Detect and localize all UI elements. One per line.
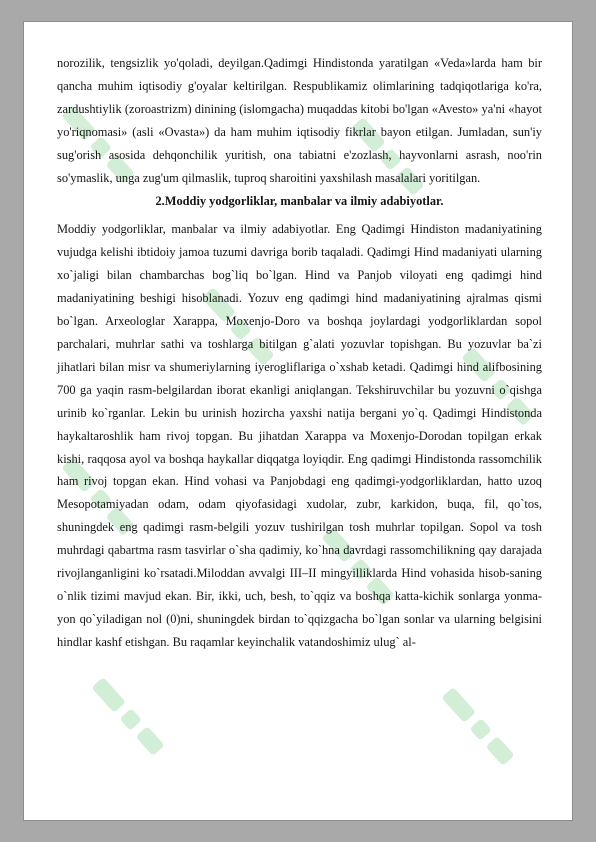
paragraph: norozilik, tengsizlik yo'qoladi, deyilgan.Qadimgi Hindistonda yaratilgan «Veda»larda ham bir qancha muhim iqtisodiy g'oyalar keltirilgan. Respublikamiz olimlarining tadqiqotlariga ko'ra, zardushtiylik (zoroastrizm) dinining (islomgacha) muqaddas kitobi bo'lgan «Avesto» ya'ni «hayot yo'riqnomasi» (asli «Ovasta») da ham muhim iqtisodiy fikrlar bayon etilgan. Jumladan, sun'iy sug'orish asosida dehqonchilik yuritish, ona tabiatni e'zozlash, hayvonlarni asrash, noo'rin so'ymaslik, unga zug'um qilmaslik, tuproq sharoitini yaxshilash masalalari yoritilgan.	[57, 56, 542, 185]
document-page	[24, 22, 572, 820]
watermark-logo-icon	[441, 687, 514, 766]
section-heading: 2.Moddiy yodgorliklar, manbalar va ilmiy adabiyotlar.	[155, 194, 444, 209]
document-body	[57, 52, 542, 654]
watermark-logo-icon	[91, 677, 164, 756]
paragraph: Moddiy yodgorliklar, manbalar va ilmiy adabiyotlar. Eng Qadimgi Hindiston madaniyatining vujudga kelishi ibtidoiy jamoa tuzumi davriga borib taqaladi. Qadimgi Hind madaniyati ularning xo`jaligi bilan chambarchas bog`liq bo`lgan. Hind va Panjob viloyati eng qadimgi hind madaniyatining beshigi hisoblanadi. Yozuv eng qadimgi hind madaniyatining ajralmas qismi bo`lgan. Arxeologlar Xarappa, Moxenjo-Doro va boshqa joylardagi yodgorliklardan sopol parchalari, muhrlar sathi va toshlarga bitilgan g`alati yozuvlar topishgan. Bu yozuvlar ba`zi jihatlari bilan misr va shumeriylarning iyerogliflariga o`xshab ketadi. Qadimgi hind alifbosining 700 ga yaqin rasm-belgilardan iborat ekanligi aniqlangan. Tekshiruvchilar bu yozuvni o`qishga urinib ko`rganlar. Lekin bu urinish hozircha yaxshi natija bergani yo`q. Qadimgi Hindistonda haykaltaroshlik ham rivoj topgan. Bu jihatdan Xarappa va Moxenjo-Dorodan topilgan erkak kishi, raqqosa ayol va boshqa haykallar diqqatga loyiqdir. Eng qadimgi Hindistonda rassomchilik ham rivoj topgan ekan. Hind vohasi va Panjobdagi eng qadimgi-yodgorliklardan, hatto uzoq Mesopotamiyadan odam, odam qiyofasidagi xudolar, zubr, karkidon, buqa, fil, qo`tos, shuningdek eng qadimgi rasm-belgili yozuv tushirilgan tosh muhrlar topilgan. Sopol va tosh muhrdagi qabartma rasm tasvirlar o`sha qadimiy, ko`hna davrdagi rassomchilikning qay darajada rivojlanganligini ko`rsatadi.Miloddan avvalgi III–II mingyilliklarda Hind vohasida hisob-saning o`nlik tizimi mavjud ekan. Bir, ikki, uch, besh, to`qqiz va boshqa katta-kichik sonlarga yonma-yon qo`yiladigan nol (0)ni, shuningdek birdan to`qqizgacha bo`lgan sonlar va ularning belgisini hindlar kashf etishgan. Bu raqamlar keyinchalik vatandoshimiz ulug` al-	[57, 222, 542, 649]
